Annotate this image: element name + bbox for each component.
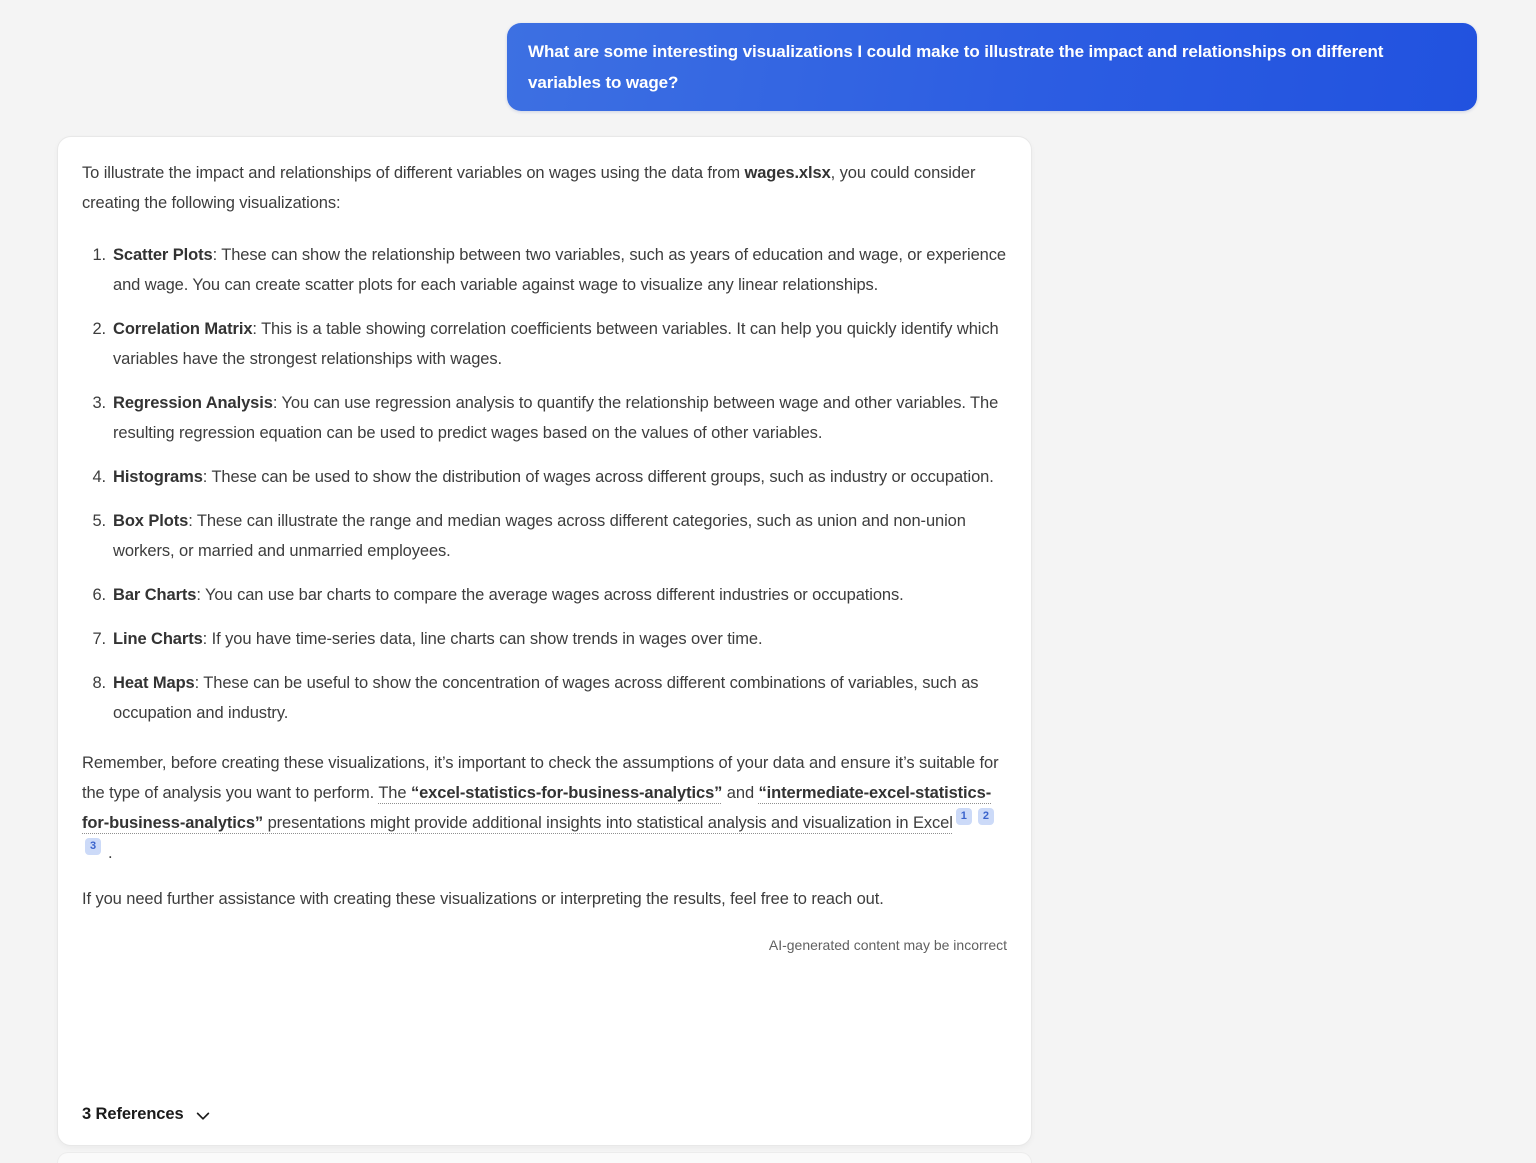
list-item-number: 1. <box>92 246 106 264</box>
next-card-top-edge <box>57 1152 1032 1163</box>
remember-period: . <box>108 844 113 862</box>
list-item-term: Histograms <box>113 468 203 486</box>
list-item-text: : You can use regression analysis to quantify the relationship between wage and other variables. The resulting regression equation can be used to predict wages based on the values of other variables. <box>113 394 999 442</box>
intro-lead: To illustrate the impact and relationships of different variables on wages using the data from <box>82 164 745 182</box>
list-item-term: Box Plots <box>113 512 189 530</box>
list-item-term: Line Charts <box>113 630 203 648</box>
list-item-regression-analysis <box>82 388 1007 448</box>
list-item-heat-maps <box>82 668 1007 728</box>
remember-lead: Remember, before creating these visualizations, it’s important to check the assumptions of your data and ensure it’s suitable for the type of analysis you want to perform. <box>82 754 999 802</box>
list-item-scatter-plots <box>82 240 1007 300</box>
list-item-term: Heat Maps <box>113 674 195 692</box>
citation-badge-3[interactable]: 3 <box>85 838 101 855</box>
list-item-text: : You can use bar charts to compare the average wages across different industries or occupations. <box>196 586 904 604</box>
list-item-number: 6. <box>92 586 106 604</box>
list-item-text: : These can illustrate the range and median wages across different categories, such as union and non-union workers, or married and unmarried employees. <box>113 512 966 560</box>
list-item-text: : This is a table showing correlation coefficients between variables. It can help you quickly identify which variables have the strongest relationships with wages. <box>113 320 999 368</box>
citation-badge-2[interactable]: 2 <box>978 808 994 825</box>
cited-link-title: “excel-statistics-for-business-analytics” <box>410 784 723 802</box>
list-item-term: Scatter Plots <box>113 246 213 264</box>
list-item-number: 8. <box>92 674 106 692</box>
list-item-number: 3. <box>92 394 106 412</box>
list-item-number: 7. <box>92 630 106 648</box>
list-item-box-plots <box>82 506 1007 566</box>
list-item-number: 5. <box>92 512 106 530</box>
list-item-term: Correlation Matrix <box>113 320 253 338</box>
list-item-number: 4. <box>92 468 106 486</box>
user-message-bubble <box>507 23 1477 111</box>
cited-link-lead: The <box>378 784 411 802</box>
list-item-term: Regression Analysis <box>113 394 273 412</box>
list-item-histograms <box>82 462 1007 492</box>
intro-paragraph <box>82 158 1007 218</box>
list-item-text: : These can be used to show the distribution of wages across different groups, such as industry or occupation. <box>202 468 994 486</box>
references-label: 3 References <box>82 1105 184 1123</box>
list-item-text: : If you have time-series data, line charts can show trends in wages over time. <box>202 630 763 648</box>
remember-connector: and <box>722 784 759 802</box>
list-item-correlation-matrix <box>82 314 1007 374</box>
list-item-text: : These can be useful to show the concentration of wages across different combinations of variables, such as occupation and industry. <box>113 674 979 722</box>
cited-link-title: “intermediate-excel-statistics-for-business-analytics” <box>82 784 992 832</box>
list-item-term: Bar Charts <box>113 586 197 604</box>
citation-badge-1[interactable]: 1 <box>956 808 972 825</box>
intro-tail: , you could consider creating the following visualizations: <box>82 164 976 212</box>
user-message-text: What are some interesting visualizations I could make to illustrate the impact and relationships on different variables to wage? <box>528 42 1384 92</box>
list-item-number: 2. <box>92 320 106 338</box>
cited-link-tail: presentations might provide additional insights into statistical analysis and visualization in Excel <box>263 814 953 832</box>
chevron-down-icon <box>195 1108 211 1124</box>
list-item-line-charts <box>82 624 1007 654</box>
list-item-bar-charts <box>82 580 1007 610</box>
closing-paragraph: If you need further assistance with creating these visualizations or interpreting the results, feel free to reach out. <box>82 890 884 908</box>
assistant-message-card <box>57 136 1032 1146</box>
list-item-text: : These can show the relationship between two variables, such as years of education and wage, or experience and wage. You can create scatter plots for each variable against wage to visualize any linear relationships. <box>113 246 1006 294</box>
ai-disclaimer: AI-generated content may be incorrect <box>768 937 1007 953</box>
cited-link-excel-statistics[interactable] <box>378 784 722 802</box>
intro-filename: wages.xlsx <box>744 164 831 182</box>
remember-paragraph <box>82 748 1007 868</box>
references-toggle[interactable] <box>82 1099 211 1129</box>
visualization-list <box>82 240 1007 728</box>
